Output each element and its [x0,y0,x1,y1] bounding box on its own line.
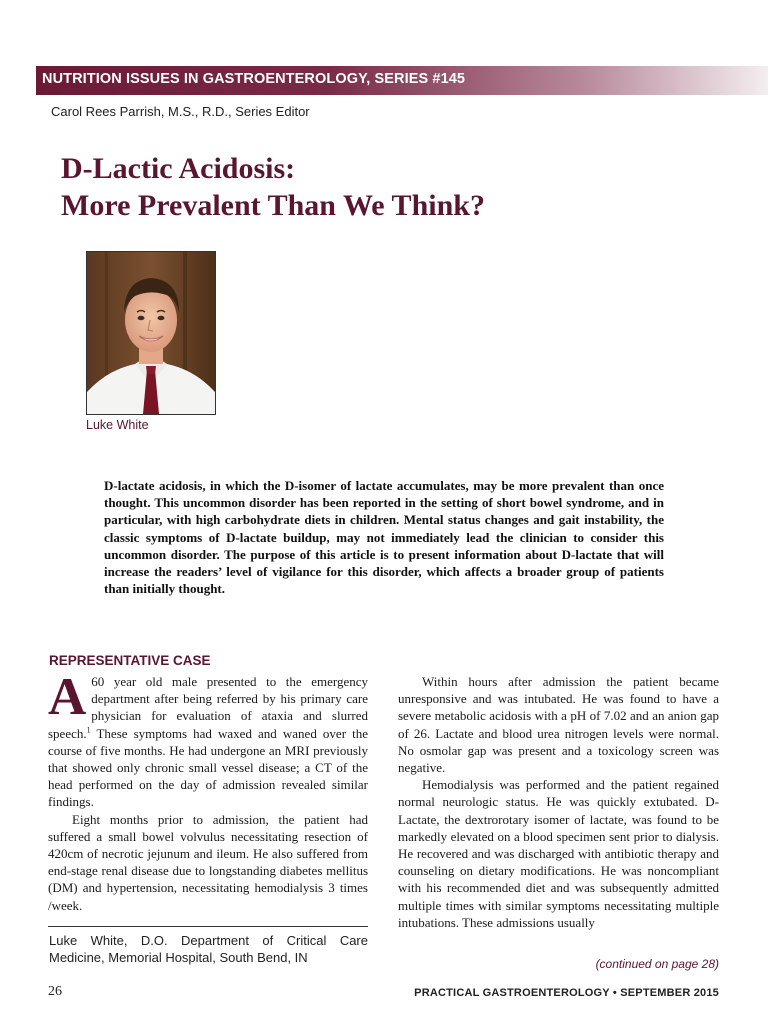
case-paragraph-4: Hemodialysis was performed and the patient regained normal neurologic status. He was quickly extubated. D-Lactate, the dextrorotary isomer of lactate, was found to be markedly elevated on a blood specimen sent prior to dialysis. He recovered and was discharged with antibiotic therapy and counseling on dietary modifications. He was noncompliant with his recommended diet and was subsequently admitted multiple times with similar symptoms necessitating multiple intubations. These admissions usually [398,777,719,930]
left-column [48,668,368,914]
drop-cap: A [48,668,87,726]
article-title [61,150,485,224]
section-heading: REPRESENTATIVE CASE [49,653,211,668]
journal-footer: PRACTICAL GASTROENTEROLOGY • SEPTEMBER 2015 [414,987,719,999]
continued-note: (continued on page 28) [595,957,719,971]
abstract: D-lactate acidosis, in which the D-isomer of lactate accumulates, may be more prevalent than once thought. This uncommon disorder has been reported in the setting of short bowel syndrome, and in particular, with high carbohydrate diets in children. Mental status changes and gait instability, the classic symptoms of D-lactate buildup, may not immediately lead the clinician to consider this uncommon disorder. The purpose of this article is to present information about D-lactate that will increase the readers’ level of vigilance for this disorder, which affects a broader group of patients than initially thought. [104,478,664,597]
series-title: NUTRITION ISSUES IN GASTROENTEROLOGY, SERIES #145 [42,71,466,87]
article-title-line-2: More Prevalent Than We Think? [61,189,485,222]
author-affiliation: Luke White, D.O. Department of Critical Care Medicine, Memorial Hospital, South Bend, IN [49,933,368,965]
series-banner [36,66,768,95]
author-portrait-image [87,252,215,414]
article-title-line-1: D-Lactic Acidosis: [61,152,296,185]
page-number: 26 [48,984,62,999]
case-paragraph-3: Within hours after admission the patient became unresponsive and was intubated. He was found to have a severe metabolic acidosis with a pH of 7.02 and an anion gap of 26. Lactate and blood urea nitrogen levels were normal. No osmolar gap was present and a toxicology screen was negative. [398,674,719,776]
case-paragraph-2: Eight months prior to admission, the patient had suffered a small bowel volvulus necessitating resection of 420cm of necrotic jejunum and ileum. He also suffered from end-stage renal disease due to longstanding diabetes mellitus (DM) and hypertension, necessitating hemodialysis 3 times /week. [48,811,368,913]
series-editor: Carol Rees Parrish, M.S., R.D., Series Editor [51,104,310,119]
case-paragraph-1-text-b: These symptoms had waxed and waned over the course of five months. He had undergone an MRI previously that showed only chronic small vessel disease; a CT of the head performed on the day of admission revealed similar findings. [48,725,368,810]
affiliation-divider [48,926,368,927]
author-photo-caption: Luke White [86,418,149,432]
case-paragraph-1-text-a: 60 year old male presented to the emergency department after being referred by his primary care physician for evaluation of ataxia and slurred speech. [48,674,368,741]
right-column [398,673,719,931]
reference-marker: 1 [86,725,91,735]
case-paragraph-1 [48,668,368,811]
author-photo [86,251,216,415]
